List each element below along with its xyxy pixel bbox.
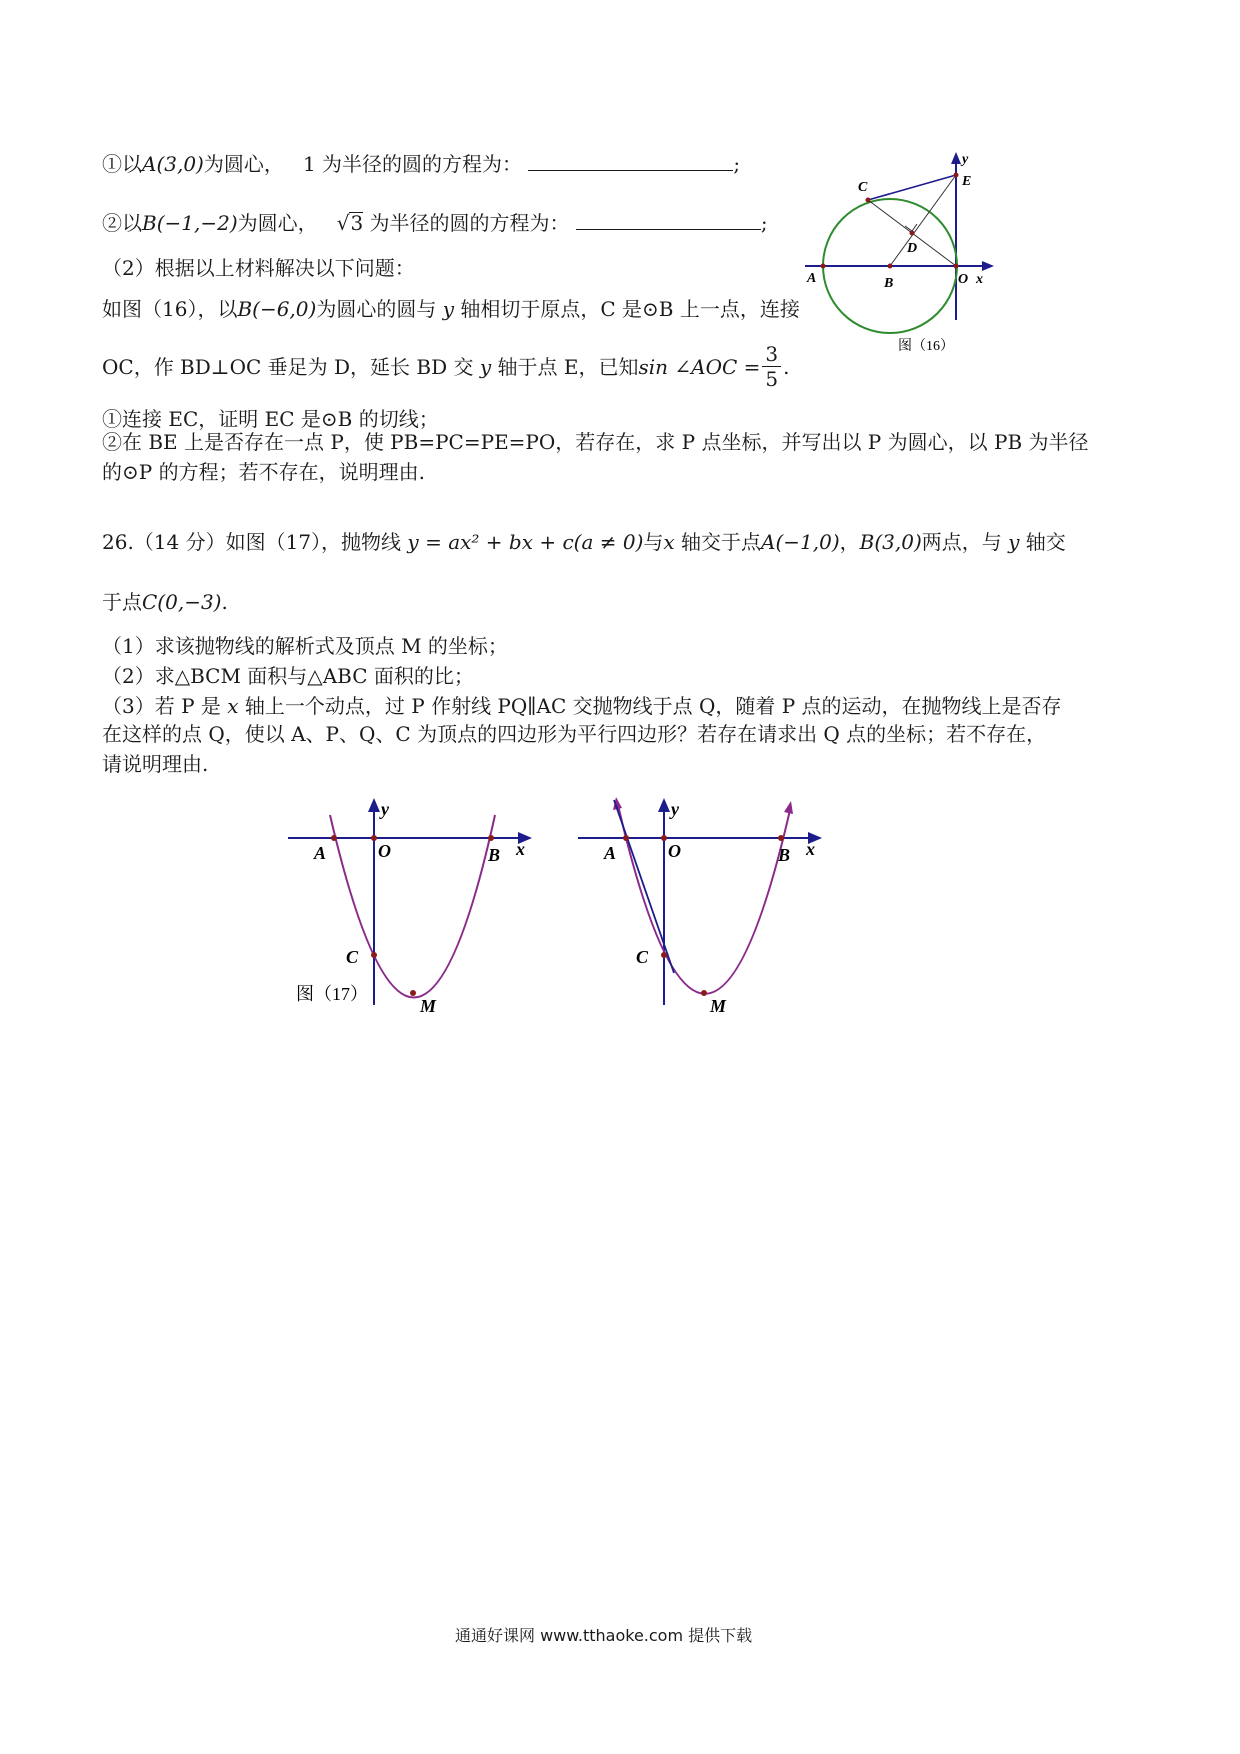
label-O: O [958, 272, 969, 287]
fig17r-label-A: A [604, 843, 617, 863]
fig17l-label-B: B [488, 845, 501, 865]
fig17l-label-M: M [420, 996, 437, 1016]
fig17r-label-M: M [710, 996, 727, 1016]
label-y: y [962, 152, 969, 167]
fig17l-point-B [488, 835, 494, 841]
fig17r-point-M [701, 990, 707, 996]
fig17l-parabola [330, 815, 495, 998]
point-D [910, 231, 915, 236]
point-E [954, 173, 959, 178]
segment-BE [890, 175, 956, 266]
fig17r-point-A [623, 835, 629, 841]
fig16-x-arrow [982, 261, 994, 271]
label-x: x [976, 272, 983, 287]
q25-part2-line1: 如图（16），以B(−6,0)为圆心的圆与 y 轴相切于原点，C 是⊙B 上一点，连接 [102, 297, 800, 321]
fig17r-label-O: O [668, 841, 681, 861]
q25-item1: ①以A(3,0)为圆心， 1 为半径的圆的方程为： ; [102, 152, 741, 176]
fig17l-label-y: y [381, 799, 389, 819]
answer-blank-2[interactable] [576, 211, 761, 230]
q25-part2-line2: OC，作 BD⊥OC 垂足为 D，延长 BD 交 y 轴于点 E，已知 sin ∠AOC = $\frac{3}{5}$ . [102, 342, 790, 391]
fig17l-point-O [371, 835, 377, 841]
q26-part2: （2）求△BCM 面积与△ABC 面积的比； [102, 664, 474, 688]
fig17l-label-x: x [516, 839, 525, 859]
q26-part1: （1）求该抛物线的解析式及顶点 M 的坐标； [102, 634, 508, 658]
fig17r-y-arrow [658, 798, 670, 812]
figure-17-right [570, 795, 840, 1025]
fig17r-point-B [778, 835, 784, 841]
q26-line2: 于点C(0,−3). [102, 590, 228, 614]
fig17r-point-C [661, 952, 667, 958]
label-E: E [962, 174, 972, 189]
q25-sub2-line2: 的⊙P 的方程；若不存在，说明理由. [102, 460, 425, 484]
label-D: D [907, 241, 918, 256]
figure-16 [800, 145, 1000, 360]
point-C [866, 198, 871, 203]
fig17l-y-arrow [368, 798, 380, 812]
fig17l-label-C: C [346, 947, 359, 967]
fig17r-parabola-arrow-right [784, 801, 793, 814]
fig17-caption: 图（17） [296, 984, 368, 1004]
q26-line1: 26.（14 分）如图（17），抛物线 y = ax² + bx + c(a ≠ 0)与x 轴交于点A(−1,0)，B(3,0)两点，与 y 轴交 [102, 530, 1066, 554]
fig16-y-arrow [951, 152, 961, 164]
label-A: A [807, 271, 817, 286]
sin-fraction: $\frac{3}{5}$ [762, 342, 781, 391]
segment-CE [868, 175, 956, 200]
right-angle-mark [905, 224, 917, 231]
fig17r-label-y: y [671, 799, 679, 819]
fig17r-label-x: x [806, 839, 815, 859]
q26-part3-line3: 请说明理由. [102, 752, 209, 776]
page-footer: 通通好课网 www.tthaoke.com 提供下载 [455, 1626, 753, 1645]
point-B [888, 264, 893, 269]
q25-item2: ②以B(−1,−2)为圆心， √3 为半径的圆的方程为： ; [102, 211, 768, 235]
q25-part2-title: （2）根据以上材料解决以下问题： [102, 256, 415, 280]
fig17l-point-M [410, 990, 416, 996]
fig17l-point-C [371, 952, 377, 958]
q25-sub2-line1: ②在 BE 上是否存在一点 P，使 PB=PC=PE=PO，若存在，求 P 点坐标，并写出以 P 为圆心，以 PB 为半径 [102, 430, 1089, 454]
fig17r-point-O [661, 835, 667, 841]
fig17r-label-B: B [778, 845, 791, 865]
q26-part3-line1: （3）若 P 是 x 轴上一个动点，过 P 作射线 PQ∥AC 交抛物线于点 Q，随着 P 点的运动，在抛物线上是否存 [102, 694, 1062, 718]
fig17l-label-O: O [378, 841, 391, 861]
q26-part3-line2: 在这样的点 Q，使以 A、P、Q、C 为顶点的四边形为平行四边形？若存在请求出 Q 点的坐标；若不存在， [102, 722, 1047, 746]
fig17r-label-C: C [636, 947, 649, 967]
point-O [954, 264, 959, 269]
point-A [821, 264, 826, 269]
answer-blank-1[interactable] [528, 152, 733, 171]
figure-17-left [280, 795, 550, 1025]
label-B: B [884, 276, 894, 291]
fig17l-point-A [331, 835, 337, 841]
label-C: C [858, 180, 868, 195]
fig16-caption: 图（16） [898, 339, 954, 354]
q25-sub1: ①连接 EC，证明 EC 是⊙B 的切线； [102, 407, 439, 431]
fig17l-label-A: A [314, 843, 327, 863]
